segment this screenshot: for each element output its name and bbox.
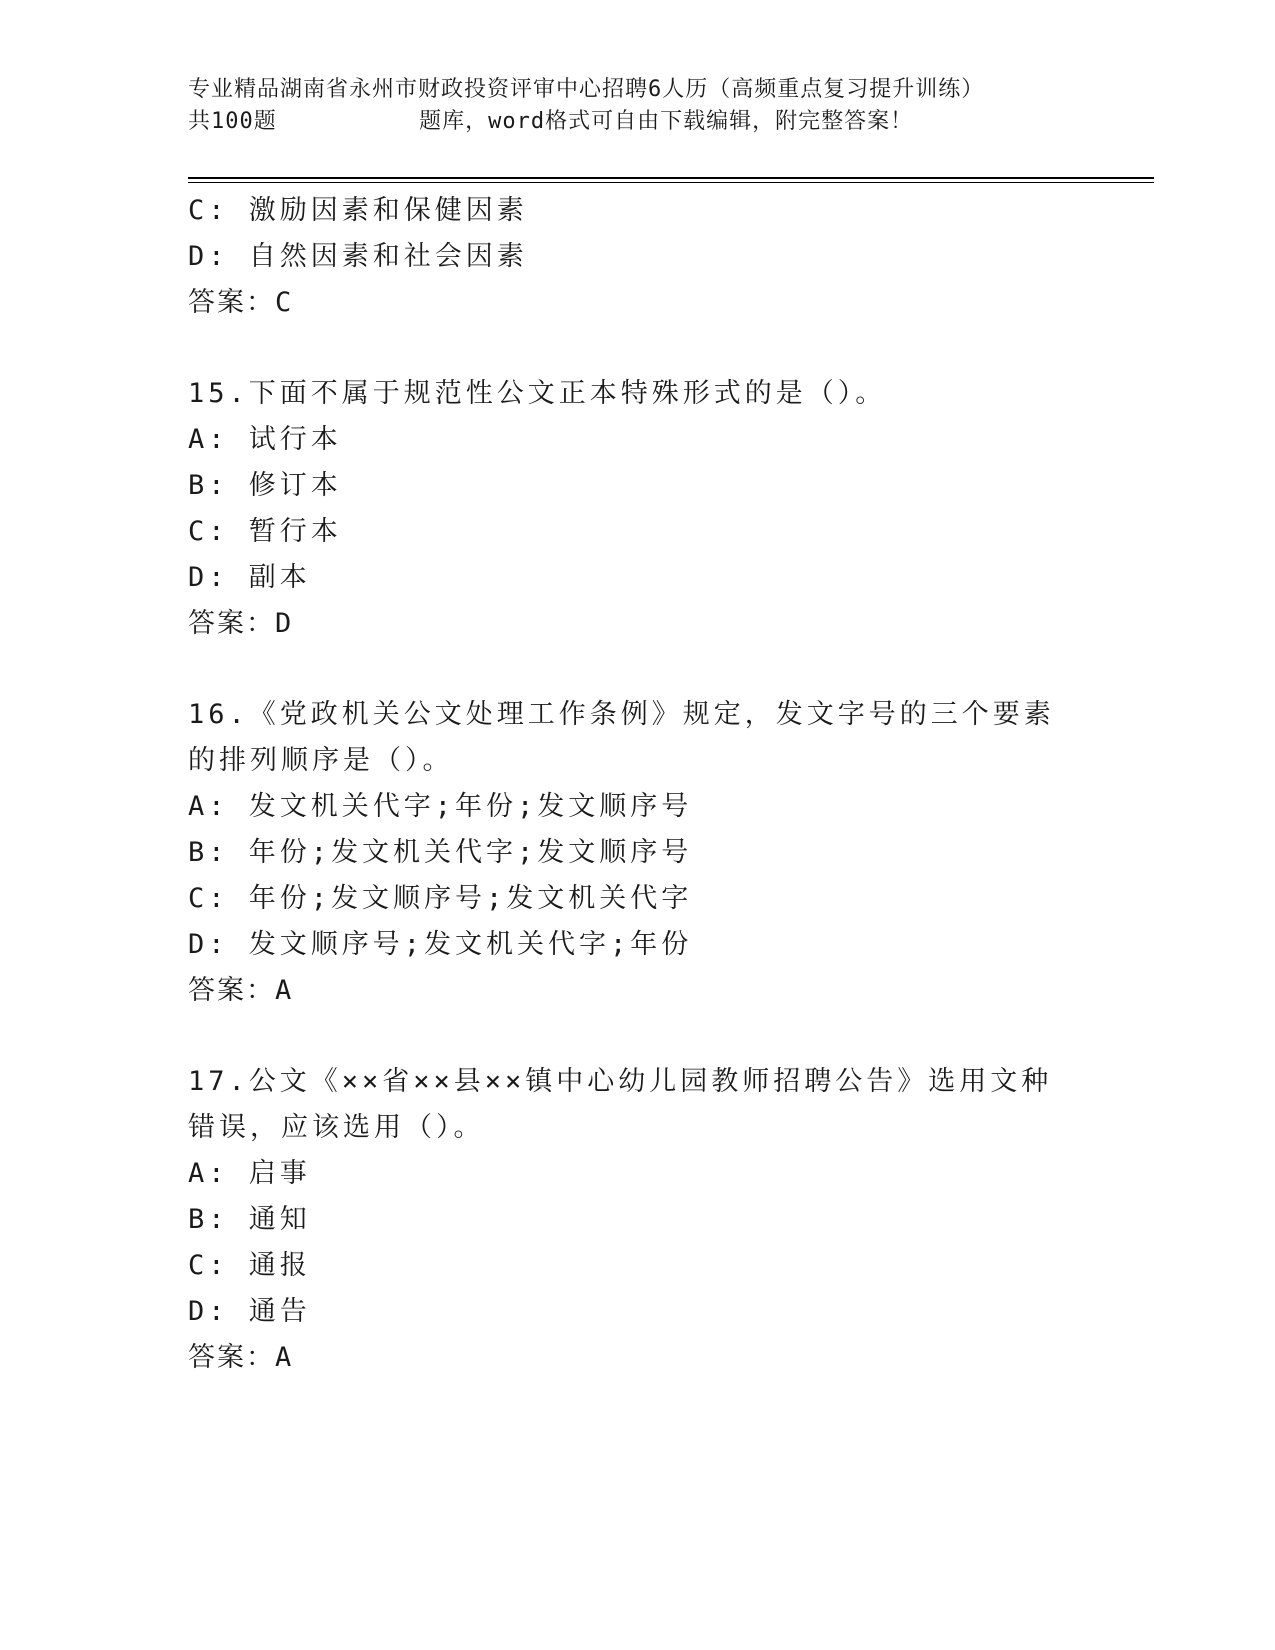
option-c: C: 激励因素和保健因素 <box>188 195 528 226</box>
question-17-text: 17.公文《××省××县××镇中心幼儿园教师招聘公告》选用文种错误，应该选用（）。 <box>188 1066 1053 1143</box>
q17-option-d: D: 通告 <box>188 1296 311 1327</box>
question-content <box>188 188 1088 1381</box>
q16-option-d: D: 发文顺序号;发文机关代字;年份 <box>188 929 693 960</box>
q16-option-a: A: 发文机关代字;年份;发文顺序号 <box>188 791 693 822</box>
q17-option-a: A: 启事 <box>188 1158 311 1189</box>
q16-option-b: B: 年份;发文机关代字;发文顺序号 <box>188 837 693 868</box>
q15-option-d: D: 副本 <box>188 562 311 593</box>
document-header <box>188 74 1148 138</box>
q16-answer: 答案：A <box>188 975 294 1006</box>
header-divider-thick <box>188 177 1154 179</box>
question-16-text: 16.《党政机关公文处理工作条例》规定，发文字号的三个要素的排列顺序是（）。 <box>188 699 1055 776</box>
q15-option-b: B: 修订本 <box>188 470 342 501</box>
header-divider-thin <box>188 182 1154 183</box>
q17-option-b: B: 通知 <box>188 1204 311 1235</box>
header-title-line: 专业精品湖南省永州市财政投资评审中心招聘6人历（高频重点复习提升训练） <box>188 77 985 102</box>
q15-answer: 答案：D <box>188 608 294 639</box>
q17-answer: 答案：A <box>188 1342 294 1373</box>
q15-option-a: A: 试行本 <box>188 424 342 455</box>
q16-option-c: C: 年份;发文顺序号;发文机关代字 <box>188 883 693 914</box>
question-15-text: 15.下面不属于规范性公文正本特殊形式的是（）。 <box>188 378 887 409</box>
q15-option-c: C: 暂行本 <box>188 516 342 547</box>
option-d: D: 自然因素和社会因素 <box>188 241 528 272</box>
header-subtitle-line: 共100题 题库，word格式可自由下载编辑，附完整答案！ <box>188 109 914 134</box>
q17-option-c: C: 通报 <box>188 1250 311 1281</box>
answer-line: 答案：C <box>188 287 294 318</box>
